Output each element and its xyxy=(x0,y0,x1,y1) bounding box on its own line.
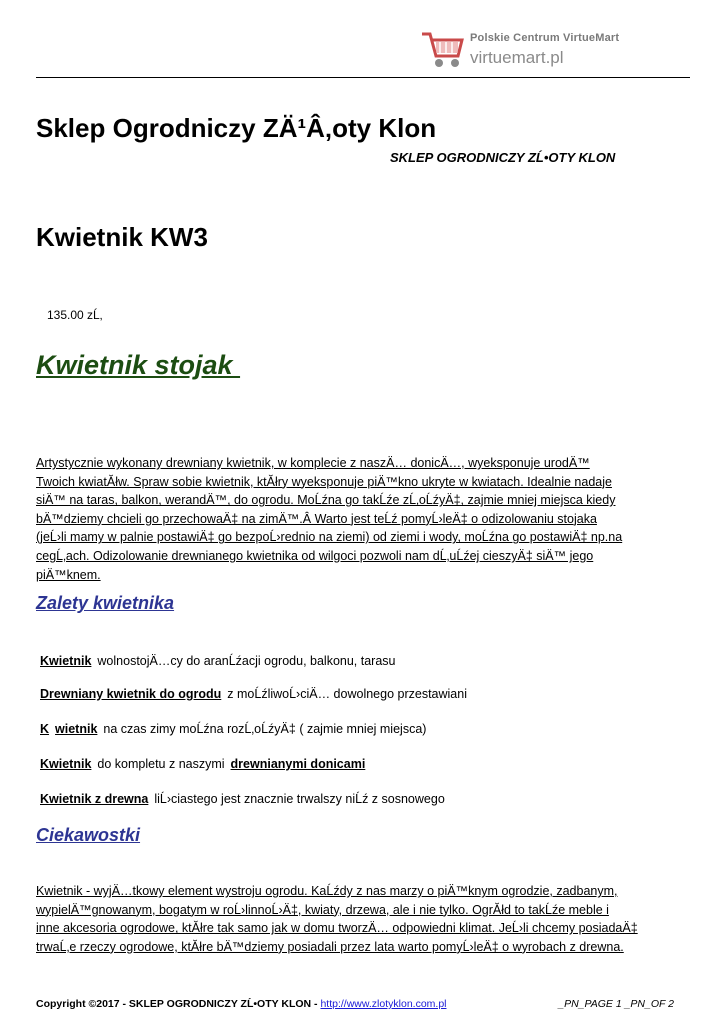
logo-title: Polskie Centrum VirtueMart xyxy=(470,32,620,44)
feature-text: na czas zimy moĹźna rozĹ‚oĹźyÄ‡ ( zajmie mniej miejsca) xyxy=(103,722,427,736)
feature-item xyxy=(40,687,467,701)
description-line: Twoich kwiatĂłw. Spraw sobie kwietnik, ktĂłry wyeksponuje piÄ™kno ukryte w kwiatach. Idealnie nadaje xyxy=(36,474,612,489)
product-title: Kwietnik KW3 xyxy=(36,222,208,252)
section-heading-zalety: Zalety kwietnika xyxy=(36,593,175,613)
section-heading-stojak: Kwietnik stojak xyxy=(36,350,241,380)
shop-subtitle: SKLEP OGRODNICZY ZĹ•OTY KLON xyxy=(390,150,616,165)
logo-domain: virtuemart.pl xyxy=(470,48,564,67)
feature-item xyxy=(40,792,445,806)
feature-keyword: drewnianymi donicami xyxy=(230,757,366,771)
trivia-line: wypielÄ™gnowanym, bogatym w roĹ›linnoĹ›Ä‡, kwiaty, drzewa, ale i nie tylko. OgrĂłd to takĹźe meble i xyxy=(36,902,609,917)
trivia-line: trwaĹ‚e rzeczy ogrodowe, ktĂłre bÄ™dziemy posiadali przez lata warto pomyĹ›leÄ‡ o wyrobach z drewna. xyxy=(36,939,624,954)
section-heading-ciekawostki: Ciekawostki xyxy=(36,825,141,845)
feature-item xyxy=(40,757,365,771)
description-line: (jeĹ›li mamy w palnie postawiÄ‡ go bezpoĹ›rednio na ziemi) od ziemi i wody, moĹźna go postawiÄ‡ np.na xyxy=(36,530,623,545)
shop-title: Sklep Ogrodniczy ZÄ¹Â‚oty Klon xyxy=(36,113,437,143)
trivia-paragraph xyxy=(36,882,688,956)
product-price: 135.00 zĹ‚ xyxy=(47,308,103,322)
footer-copyright: Copyright ©2017 - SKLEP OGRODNICZY ZĹ•OTY KLON - xyxy=(36,998,318,1010)
footer-page-number: _PN_PAGE 1 _PN_OF 2 xyxy=(558,998,674,1010)
header-divider xyxy=(36,77,690,78)
feature-text: liĹ›ciastego jest znacznie trwalszy niĹź z sosnowego xyxy=(154,792,445,806)
feature-keyword: Kwietnik z drewna xyxy=(40,792,149,806)
feature-item xyxy=(40,722,426,736)
feature-keyword: Drewniany kwietnik do ogrodu xyxy=(40,687,222,701)
trivia-line: inne akcesoria ogrodowe, ktĂłre tak samo jak w domu tworzÄ… odpowiedni klimat. JeĹ›li chcemy posiadaÄ‡ xyxy=(36,921,638,936)
trivia-line: Kwietnik - wyjÄ…tkowy element wystroju ogrodu. KaĹźdy z nas marzy o piÄ™knym ogrodzie, zadbanym, xyxy=(36,884,618,898)
description-paragraph xyxy=(36,454,688,584)
description-line: cegĹ‚ach. Odizolowanie drewnianego kwietnika od wilgoci pozwoli nam dĹ‚uĹźej cieszyÄ‡ siÄ™ jego xyxy=(36,548,594,563)
feature-keyword: K xyxy=(40,722,50,736)
description-line: Artystycznie wykonany drewniany kwietnik, w komplecie z naszÄ… donicÄ…, wyeksponuje urodÄ™ xyxy=(36,456,590,470)
page-footer xyxy=(36,998,688,1010)
feature-text: wolnostojÄ…cy do aranĹźacji ogrodu, balkonu, tarasu xyxy=(97,654,396,668)
feature-text: z moĹźliwoĹ›ciÄ… dowolnego przestawiani xyxy=(227,687,467,701)
footer-link[interactable]: http://www.zlotyklon.com.pl xyxy=(320,998,447,1010)
feature-text: do kompletu z naszymi xyxy=(97,757,225,771)
feature-keyword: Kwietnik xyxy=(40,757,92,771)
feature-keyword: Kwietnik xyxy=(40,654,92,668)
feature-keyword: wietnik xyxy=(55,722,98,736)
feature-item xyxy=(40,654,396,668)
description-line: bÄ™dziemy chcieli go przechowaÄ‡ na zimÄ™.Â Warto jest teĹź pomyĹ›leÄ‡ o odizolowaniu stojaka xyxy=(36,511,597,526)
description-line: siÄ™ na taras, balkon, werandÄ™, do ogrodu. MoĹźna go takĹźe zĹ‚oĹźyÄ‡, zajmie mniej miejsca kiedy xyxy=(36,493,616,508)
shopping-cart-icon xyxy=(418,26,466,72)
description-line: piÄ™knem. xyxy=(36,567,101,582)
virtuemart-logo xyxy=(418,26,658,76)
